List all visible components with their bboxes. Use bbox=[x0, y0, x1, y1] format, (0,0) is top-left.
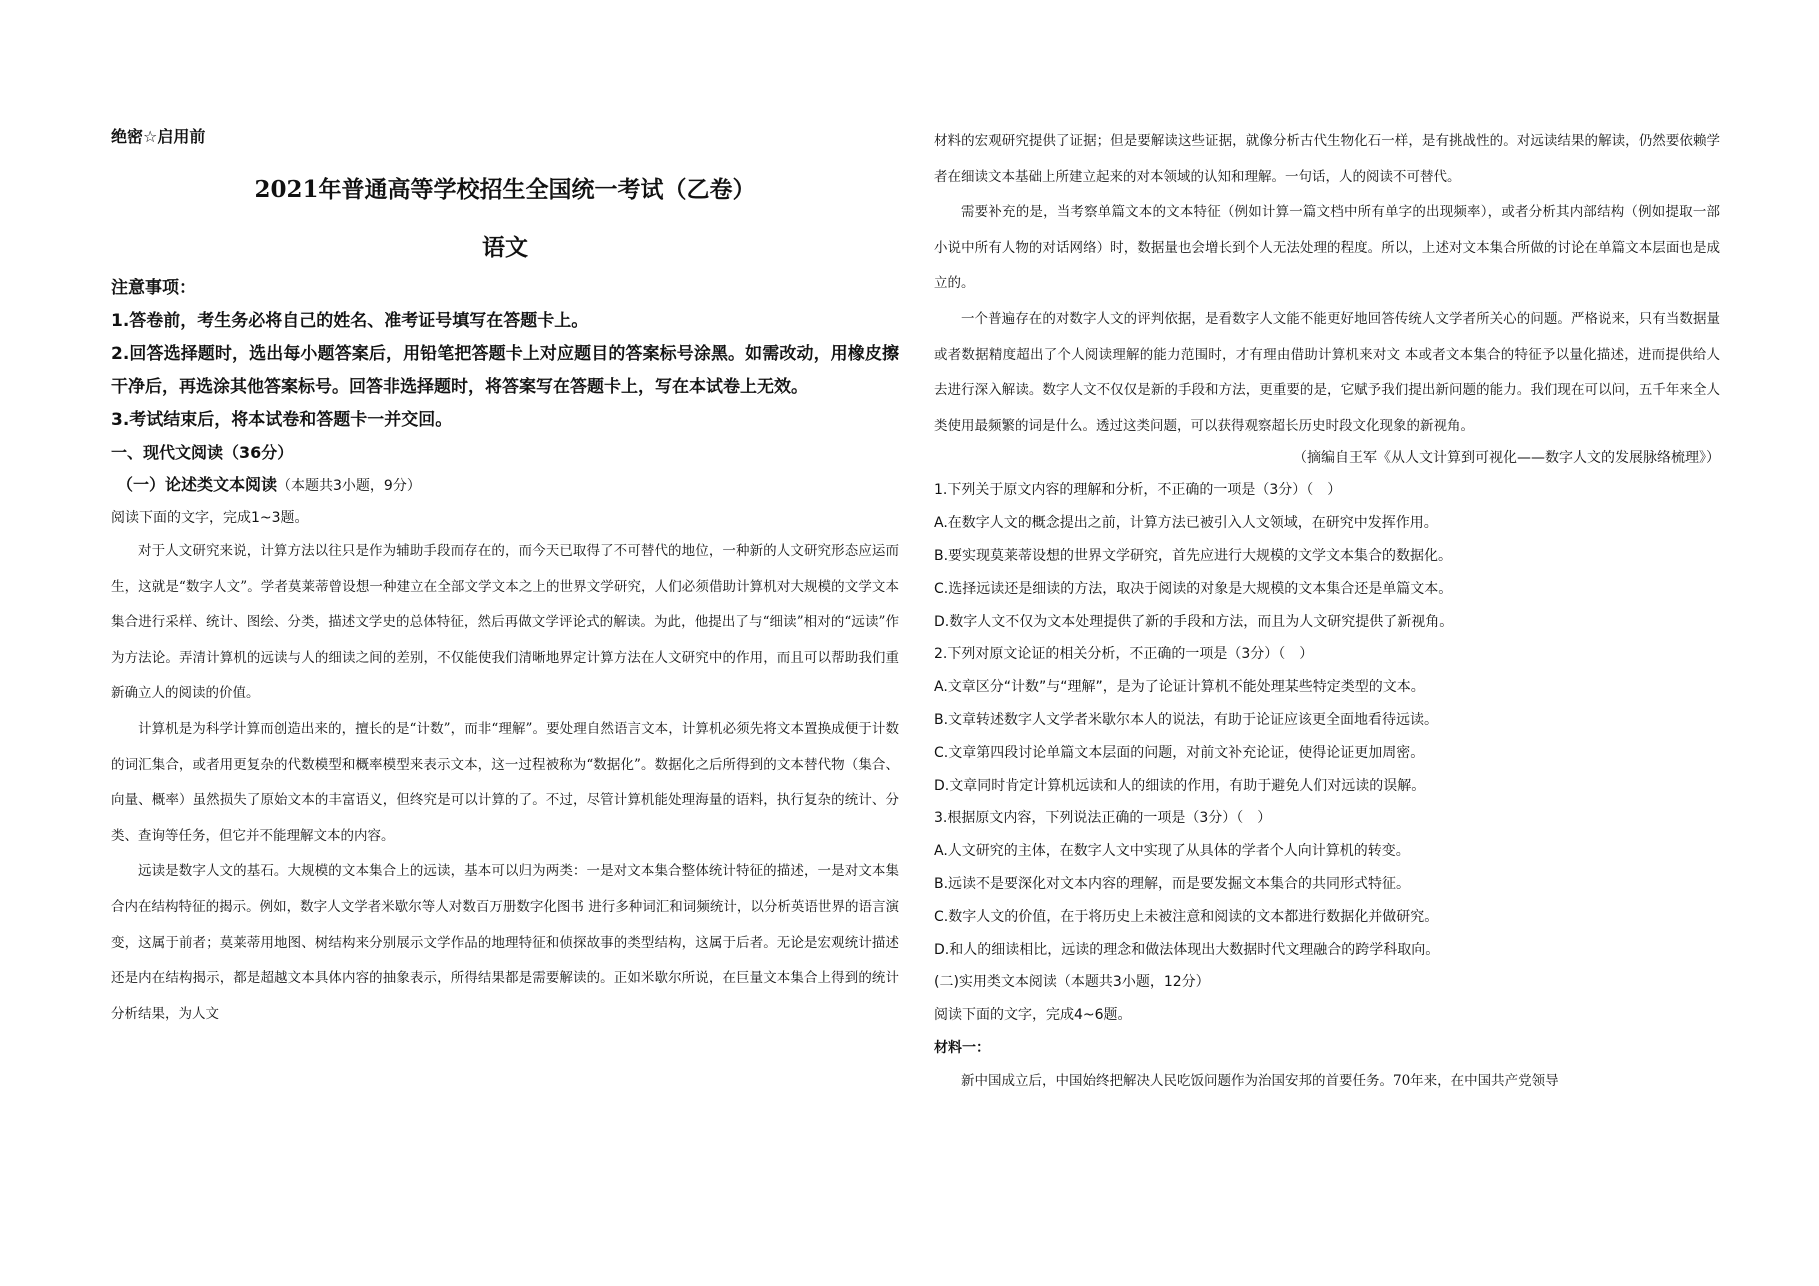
left-column bbox=[111, 124, 899, 1032]
question-1 bbox=[934, 474, 1720, 638]
section-2-instruction: 阅读下面的文字，完成4~6题。 bbox=[934, 1007, 1132, 1024]
passage-paragraph-4: 需要补充的是，当考察单篇文本的文本特征（例如计算一篇文档中所有单字的出现频率），或者分析其内部结构（例如提取一部小说中所有人物的对话网络）时，数据量也会增长到个人无法处理的程度。所以，上述对文本集合所做的讨论在单篇文本层面也是成立的。 bbox=[934, 204, 1720, 292]
option-c: C.选择远读还是细读的方法，取决于阅读的对象是大规模的文本集合还是单篇文本。 bbox=[934, 580, 1453, 597]
option-a: A.文章区分“计数”与“理解”，是为了论证计算机不能处理某些特定类型的文本。 bbox=[934, 679, 1425, 696]
option-d: D.和人的细读相比，远读的理念和做法体现出大数据时代文理融合的跨学科取向。 bbox=[934, 941, 1440, 958]
notes-title: 注意事项： bbox=[111, 278, 196, 298]
question-2 bbox=[934, 638, 1720, 802]
option-d: D.数字人文不仅为文本处理提供了新的手段和方法，而且为人文研究提供了新视角。 bbox=[934, 613, 1454, 630]
question-stem: 1.下列关于原文内容的理解和分析，不正确的一项是（3分）（ ） bbox=[934, 482, 1342, 499]
passage-source: （摘编自王军《从人文计算到可视化——数字人文的发展脉络梳理》） bbox=[1293, 450, 1720, 467]
material-label: 材料一： bbox=[934, 1039, 990, 1056]
passage-paragraph-1: 对于人文研究来说，计算方法以往只是作为辅助手段而存在的，而今天已取得了不可替代的地位，一种新的人文研究形态应运而生，这就是“数字人文”。学者莫莱蒂曾设想一种建立在全部文学文本之上的世界文学研究，人们必须借助计算机对大规模的文学文本集合进行采样、统计、图绘、分类，描述文学史的总体特征，然后再做文学评论式的解读。为此，他提出了与“细读”相对的“远读”作为方法论。弄清计算机的远读与人的细读之间的差别，不仅能使我们清晰地界定计算方法在人文研究中的作用，而且可以帮助我们重新确立人的阅读的价值。 bbox=[111, 543, 899, 702]
question-stem: 2.下列对原文论证的相关分析，不正确的一项是（3分）（ ） bbox=[934, 646, 1314, 663]
subsection-name: （一）论述类文本阅读 bbox=[117, 475, 278, 494]
passage-paragraph-5: 一个普遍存在的对数字人文的评判依据，是看数字人文能不能更好地回答传统人文学者所关心的问题。严格说来，只有当数据量或者数据精度超出了个人阅读理解的能力范围时，才有理由借助计算机来对文 本或者文本集合的特征予以量化描述，进而提供给人去进行深入解读。数字人文不仅仅是新的手段和方法，更重要的是，它赋予我们提出新问题的能力。我们现在可以问，五千年来全人类使用最频繁的词是什么。透过这类问题，可以获得观察超长历史时段文化现象的新视角。 bbox=[934, 310, 1720, 434]
option-c: C.数字人文的价值，在于将历史上未被注意和阅读的文本都进行数据化并做研究。 bbox=[934, 908, 1439, 925]
material-paragraph: 新中国成立后，中国始终把解决人民吃饭问题作为治国安邦的首要任务。70年来，在中国共产党领导 bbox=[961, 1072, 1559, 1089]
option-a: A.在数字人文的概念提出之前，计算方法已被引入人文领域，在研究中发挥作用。 bbox=[934, 515, 1438, 532]
passage-paragraph-3-continued: 材料的宏观研究提供了证据；但是要解读这些证据，就像分析古代生物化石一样，是有挑战性的。对远读结果的解读，仍然要依赖学者在细读文本基础上所建立起来的对本领域的认知和理解。一句话，人的阅读不可替代。 bbox=[934, 133, 1720, 185]
option-b: B.文章转述数字人文学者米歇尔本人的说法，有助于论证应该更全面地看待远读。 bbox=[934, 711, 1439, 728]
right-column bbox=[934, 124, 1720, 1099]
reading-instruction: 阅读下面的文字，完成1~3题。 bbox=[111, 510, 309, 526]
note-item-1: 1.答卷前，考生务必将自己的姓名、准考证号填写在答题卡上。 bbox=[111, 311, 589, 331]
option-b: B.要实现莫莱蒂设想的世界文学研究，首先应进行大规模的文学文本集合的数据化。 bbox=[934, 547, 1453, 564]
passage-paragraph-3: 远读是数字人文的基石。大规模的文本集合上的远读，基本可以归为两类：一是对文本集合整体统计特征的描述，一是对文本集合内在结构特征的揭示。例如，数字人文学者米歇尔等人对数百万册数字化图书 进行多种词汇和词频统计，以分析英语世界的语言演变，这属于前者；莫莱蒂用地图、树结构来分别展示文学作品的地理特征和侦探故事的类型结构，这属于后者。无论是宏观统计描述还是内在结构揭示，都是超越文本具体内容的抽象表示，所得结果都是需要解读的。正如米歇尔所说，在巨量文本集合上得到的统计分析结果，为人文 bbox=[111, 863, 899, 1022]
note-item-2: 2.回答选择题时，选出每小题答案后，用铅笔把答题卡上对应题目的答案标号涂黑。如需改动，用橡皮擦干净后，再选涂其他答案标号。回答非选择题时，将答案写在答题卡上，写在本试卷上无效。 bbox=[111, 344, 899, 397]
question-stem: 3.根据原文内容，下列说法正确的一项是（3分）（ ） bbox=[934, 810, 1272, 827]
section-2-title: (二)实用类文本阅读（本题共3小题，12分） bbox=[934, 974, 1210, 991]
option-a: A.人文研究的主体，在数字人文中实现了从具体的学者个人向计算机的转变。 bbox=[934, 843, 1410, 860]
option-c: C.文章第四段讨论单篇文本层面的问题，对前文补充论证，使得论证更加周密。 bbox=[934, 744, 1425, 761]
section-title: 一、现代文阅读（36分） bbox=[111, 443, 294, 462]
subsection-note: （本题共3小题，9分） bbox=[277, 478, 421, 494]
note-item-3: 3.考试结束后，将本试卷和答题卡一并交回。 bbox=[111, 410, 453, 430]
subject-title: 语文 bbox=[482, 234, 528, 261]
option-d: D.文章同时肯定计算机远读和人的细读的作用，有助于避免人们对远读的误解。 bbox=[934, 777, 1426, 794]
exam-title: 2021年普通高等学校招生全国统一考试（乙卷） bbox=[254, 176, 756, 203]
confidential-mark: 绝密☆启用前 bbox=[111, 127, 206, 146]
passage-paragraph-2: 计算机是为科学计算而创造出来的，擅长的是“计数”，而非“理解”。要处理自然语言文本，计算机必须先将文本置换成便于计数的词汇集合，或者用更复杂的代数模型和概率模型来表示文本，这一过程被称为“数据化”。数据化之后所得到的文本替代物（集合、向量、概率）虽然损失了原始文本的丰富语义，但终究是可以计算的了。不过，尽管计算机能处理海量的语料，执行复杂的统计、分类、查询等任务，但它并不能理解文本的内容。 bbox=[111, 720, 899, 844]
option-b: B.远读不是要深化对文本内容的理解，而是要发掘文本集合的共同形式特征。 bbox=[934, 875, 1411, 892]
subsection-title bbox=[111, 469, 899, 502]
question-3 bbox=[934, 802, 1720, 966]
